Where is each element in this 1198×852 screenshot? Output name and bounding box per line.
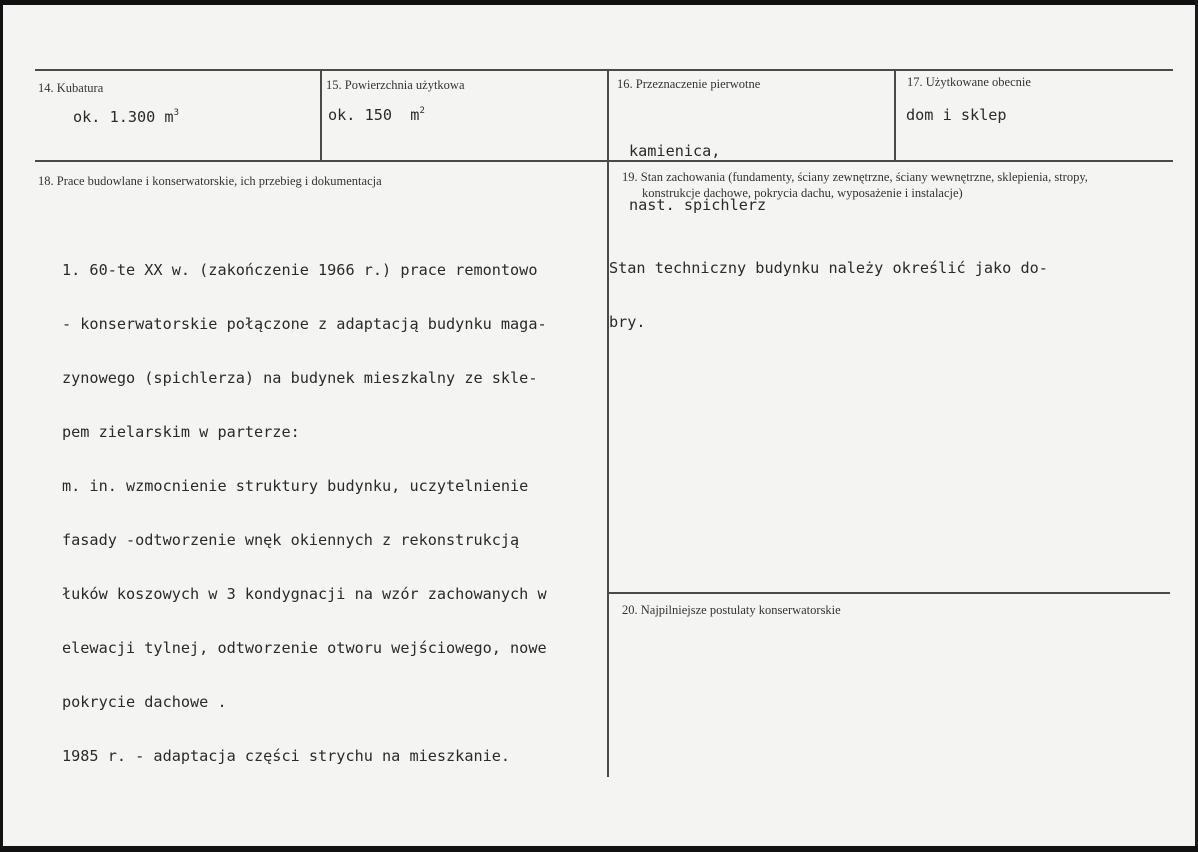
divider-16-17 bbox=[894, 69, 896, 162]
field18-line-5: m. in. wzmocnienie struktury budynku, uczytelnienie bbox=[62, 477, 529, 495]
field18-line-1: 1. 60-te XX w. (zakończenie 1966 r.) prace remontowo bbox=[62, 261, 538, 279]
field18-line-7: łuków koszowych w 3 kondygnacji na wzór zachowanych w bbox=[62, 585, 547, 603]
field18-text bbox=[62, 225, 547, 783]
field14-exponent: 3 bbox=[173, 108, 180, 118]
field15-exponent: 2 bbox=[419, 106, 425, 116]
field18-line-4: pem zielarskim w parterze: bbox=[62, 423, 300, 441]
field18-line-10: 1985 r. - adaptacja części strychu na mieszkanie. bbox=[62, 747, 511, 765]
divider-main bbox=[607, 69, 609, 777]
field19-label bbox=[622, 169, 1088, 201]
field19-label-line-1: 19. Stan zachowania (fundamenty, ściany zewnętrzne, ściany wewnętrzne, sklepienia, stropy, bbox=[622, 170, 1088, 184]
field18-label: 18. Prace budowlane i konserwatorskie, ich przebieg i dokumentacja bbox=[38, 174, 382, 188]
field19-text bbox=[609, 223, 1048, 349]
field19-line-2: bry. bbox=[609, 313, 646, 331]
field18-line-6: fasady -odtworzenie wnęk okiennych z rekonstrukcją bbox=[62, 531, 520, 549]
field15-value: ok. 150 $m^2$ bbox=[328, 106, 425, 124]
scan-edge-bottom bbox=[0, 846, 1198, 852]
field20-label: 20. Najpilniejsze postulaty konserwatorskie bbox=[622, 603, 841, 617]
top-row-top-rule bbox=[35, 69, 1173, 71]
field14-label: 14. Kubatura bbox=[38, 81, 104, 95]
field15-label: 15. Powierzchnia użytkowa bbox=[326, 78, 465, 92]
field16-line-1: kamienica, bbox=[629, 142, 721, 160]
field18-line-8: elewacji tylnej, odtworzenie otworu wejściowego, nowe bbox=[62, 639, 547, 657]
field17-value: dom i sklep bbox=[906, 106, 1007, 124]
field18-line-9: pokrycie dachowe . bbox=[62, 693, 227, 711]
top-row-bottom-rule bbox=[35, 160, 1173, 162]
field20-top-rule bbox=[607, 592, 1170, 594]
field18-line-3: zynowego (spichlerza) na budynek mieszkalny ze skle- bbox=[62, 369, 538, 387]
field16-line-2: nast. spichlerz bbox=[629, 196, 767, 214]
field19-label-line-2: konstrukcje dachowe, pokrycia dachu, wyposażenie i instalacje) bbox=[642, 186, 963, 200]
field16-label: 16. Przeznaczenie pierwotne bbox=[617, 77, 761, 91]
field18-line-2: - konserwatorskie połączone z adaptacją budynku maga- bbox=[62, 315, 547, 333]
field14-value: ok. 1.300 $m^3$ bbox=[73, 108, 180, 126]
field17-label: 17. Użytkowane obecnie bbox=[907, 75, 1031, 89]
divider-14-15 bbox=[320, 69, 322, 162]
field19-line-1: Stan techniczny budynku należy określić jako do- bbox=[609, 259, 1048, 277]
